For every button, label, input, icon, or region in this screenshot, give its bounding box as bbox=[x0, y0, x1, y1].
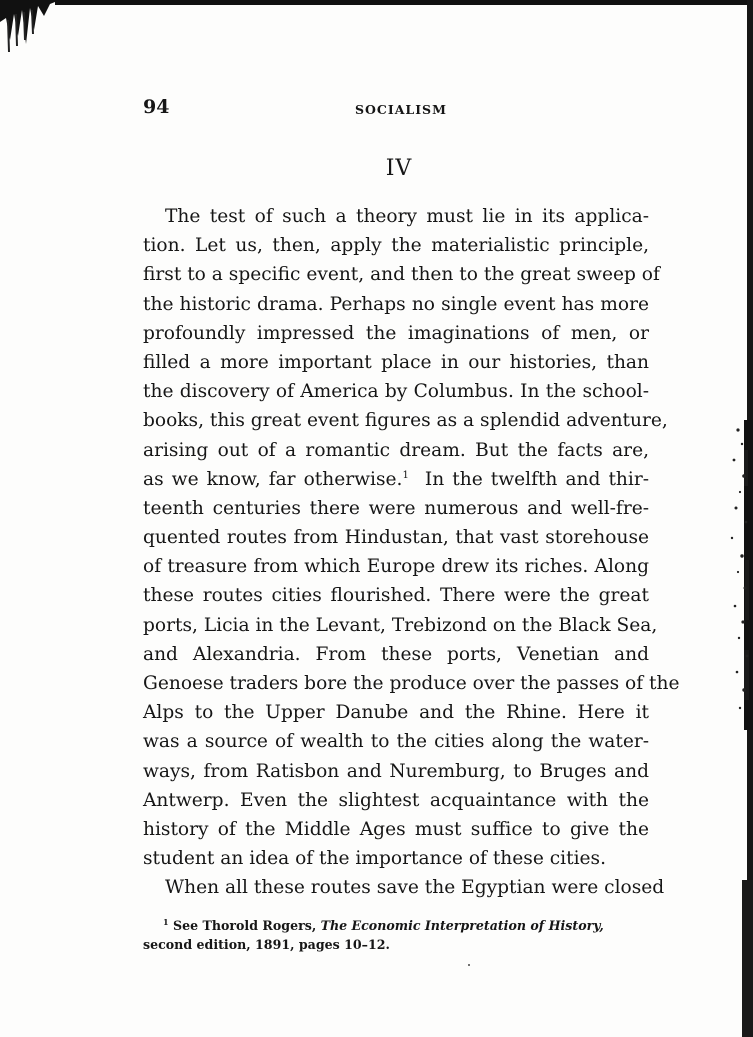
text-line: The test of such a theory must lie in its applica- bbox=[165, 206, 649, 227]
footnote-line: second edition, 1891, pages 10–12. bbox=[143, 937, 390, 952]
text-segment: In the twelfth and thir- bbox=[424, 468, 650, 490]
text-line: first to a specific event, and then to the great sweep of bbox=[143, 264, 660, 286]
text-line: Genoese traders bore the produce over the passes of the bbox=[143, 673, 680, 694]
text-line-with-footnote bbox=[143, 465, 649, 494]
text-line: When all these routes save the Egyptian were closed bbox=[165, 877, 665, 899]
text-line: Antwerp. Even the slightest acquaintance with the bbox=[143, 789, 649, 811]
text-line: ports, Licia in the Levant, Trebizond on the Black Sea, bbox=[143, 614, 658, 636]
page-number: 94 bbox=[143, 96, 170, 118]
body-text bbox=[143, 202, 680, 903]
footnote-line bbox=[143, 916, 651, 935]
text-line: was a source of wealth to the cities along the water- bbox=[143, 731, 649, 753]
text-line: student an idea of the importance of these cities. bbox=[143, 848, 606, 870]
scan-dot bbox=[468, 964, 470, 966]
text-line: filled a more important place in our histories, than bbox=[143, 351, 649, 373]
text-line: teenth centuries there were numerous and well-fre- bbox=[143, 497, 649, 519]
scan-edge-corner bbox=[0, 0, 60, 55]
footnote-marker: 1 bbox=[163, 916, 169, 927]
text-line: books, this great event figures as a splendid adventure, bbox=[143, 410, 668, 432]
footnote-reference[interactable]: 1 bbox=[402, 469, 409, 481]
text-line: of treasure from which Europe drew its riches. Along bbox=[143, 556, 649, 578]
text-line: ways, from Ratisbon and Nuremburg, to Bruges and bbox=[143, 760, 649, 782]
running-head: SOCIALISM bbox=[355, 102, 447, 117]
section-heading: IV bbox=[385, 156, 413, 181]
text-line: quented routes from Hindustan, that vast storehouse bbox=[143, 527, 649, 549]
text-line: the historic drama. Perhaps no single event has more bbox=[143, 293, 649, 315]
text-line: tion. Let us, then, apply the materialistic principle, bbox=[143, 235, 649, 257]
text-line: history of the Middle Ages must suffice to give the bbox=[143, 818, 649, 840]
text-line: Alps to the Upper Danube and the Rhine. Here it bbox=[143, 702, 649, 724]
footnote bbox=[143, 916, 651, 954]
scan-edge-top bbox=[55, 0, 753, 5]
text-segment: as we know, far otherwise. bbox=[143, 468, 403, 490]
text-line: these routes cities flourished. There were the great bbox=[143, 585, 649, 607]
text-line: and Alexandria. From these ports, Venetian and bbox=[143, 643, 649, 665]
footnote-book-title: The Economic Interpretation of History, bbox=[320, 918, 604, 933]
text-line: arising out of a romantic dream. But the facts are, bbox=[143, 439, 649, 461]
footnote-prefix: See Thorold Rogers, bbox=[172, 918, 317, 933]
scan-speckle bbox=[718, 410, 750, 730]
text-line: the discovery of America by Columbus. In the school- bbox=[143, 381, 649, 403]
text-line: profoundly impressed the imaginations of men, or bbox=[143, 322, 649, 344]
page-header bbox=[143, 96, 649, 122]
